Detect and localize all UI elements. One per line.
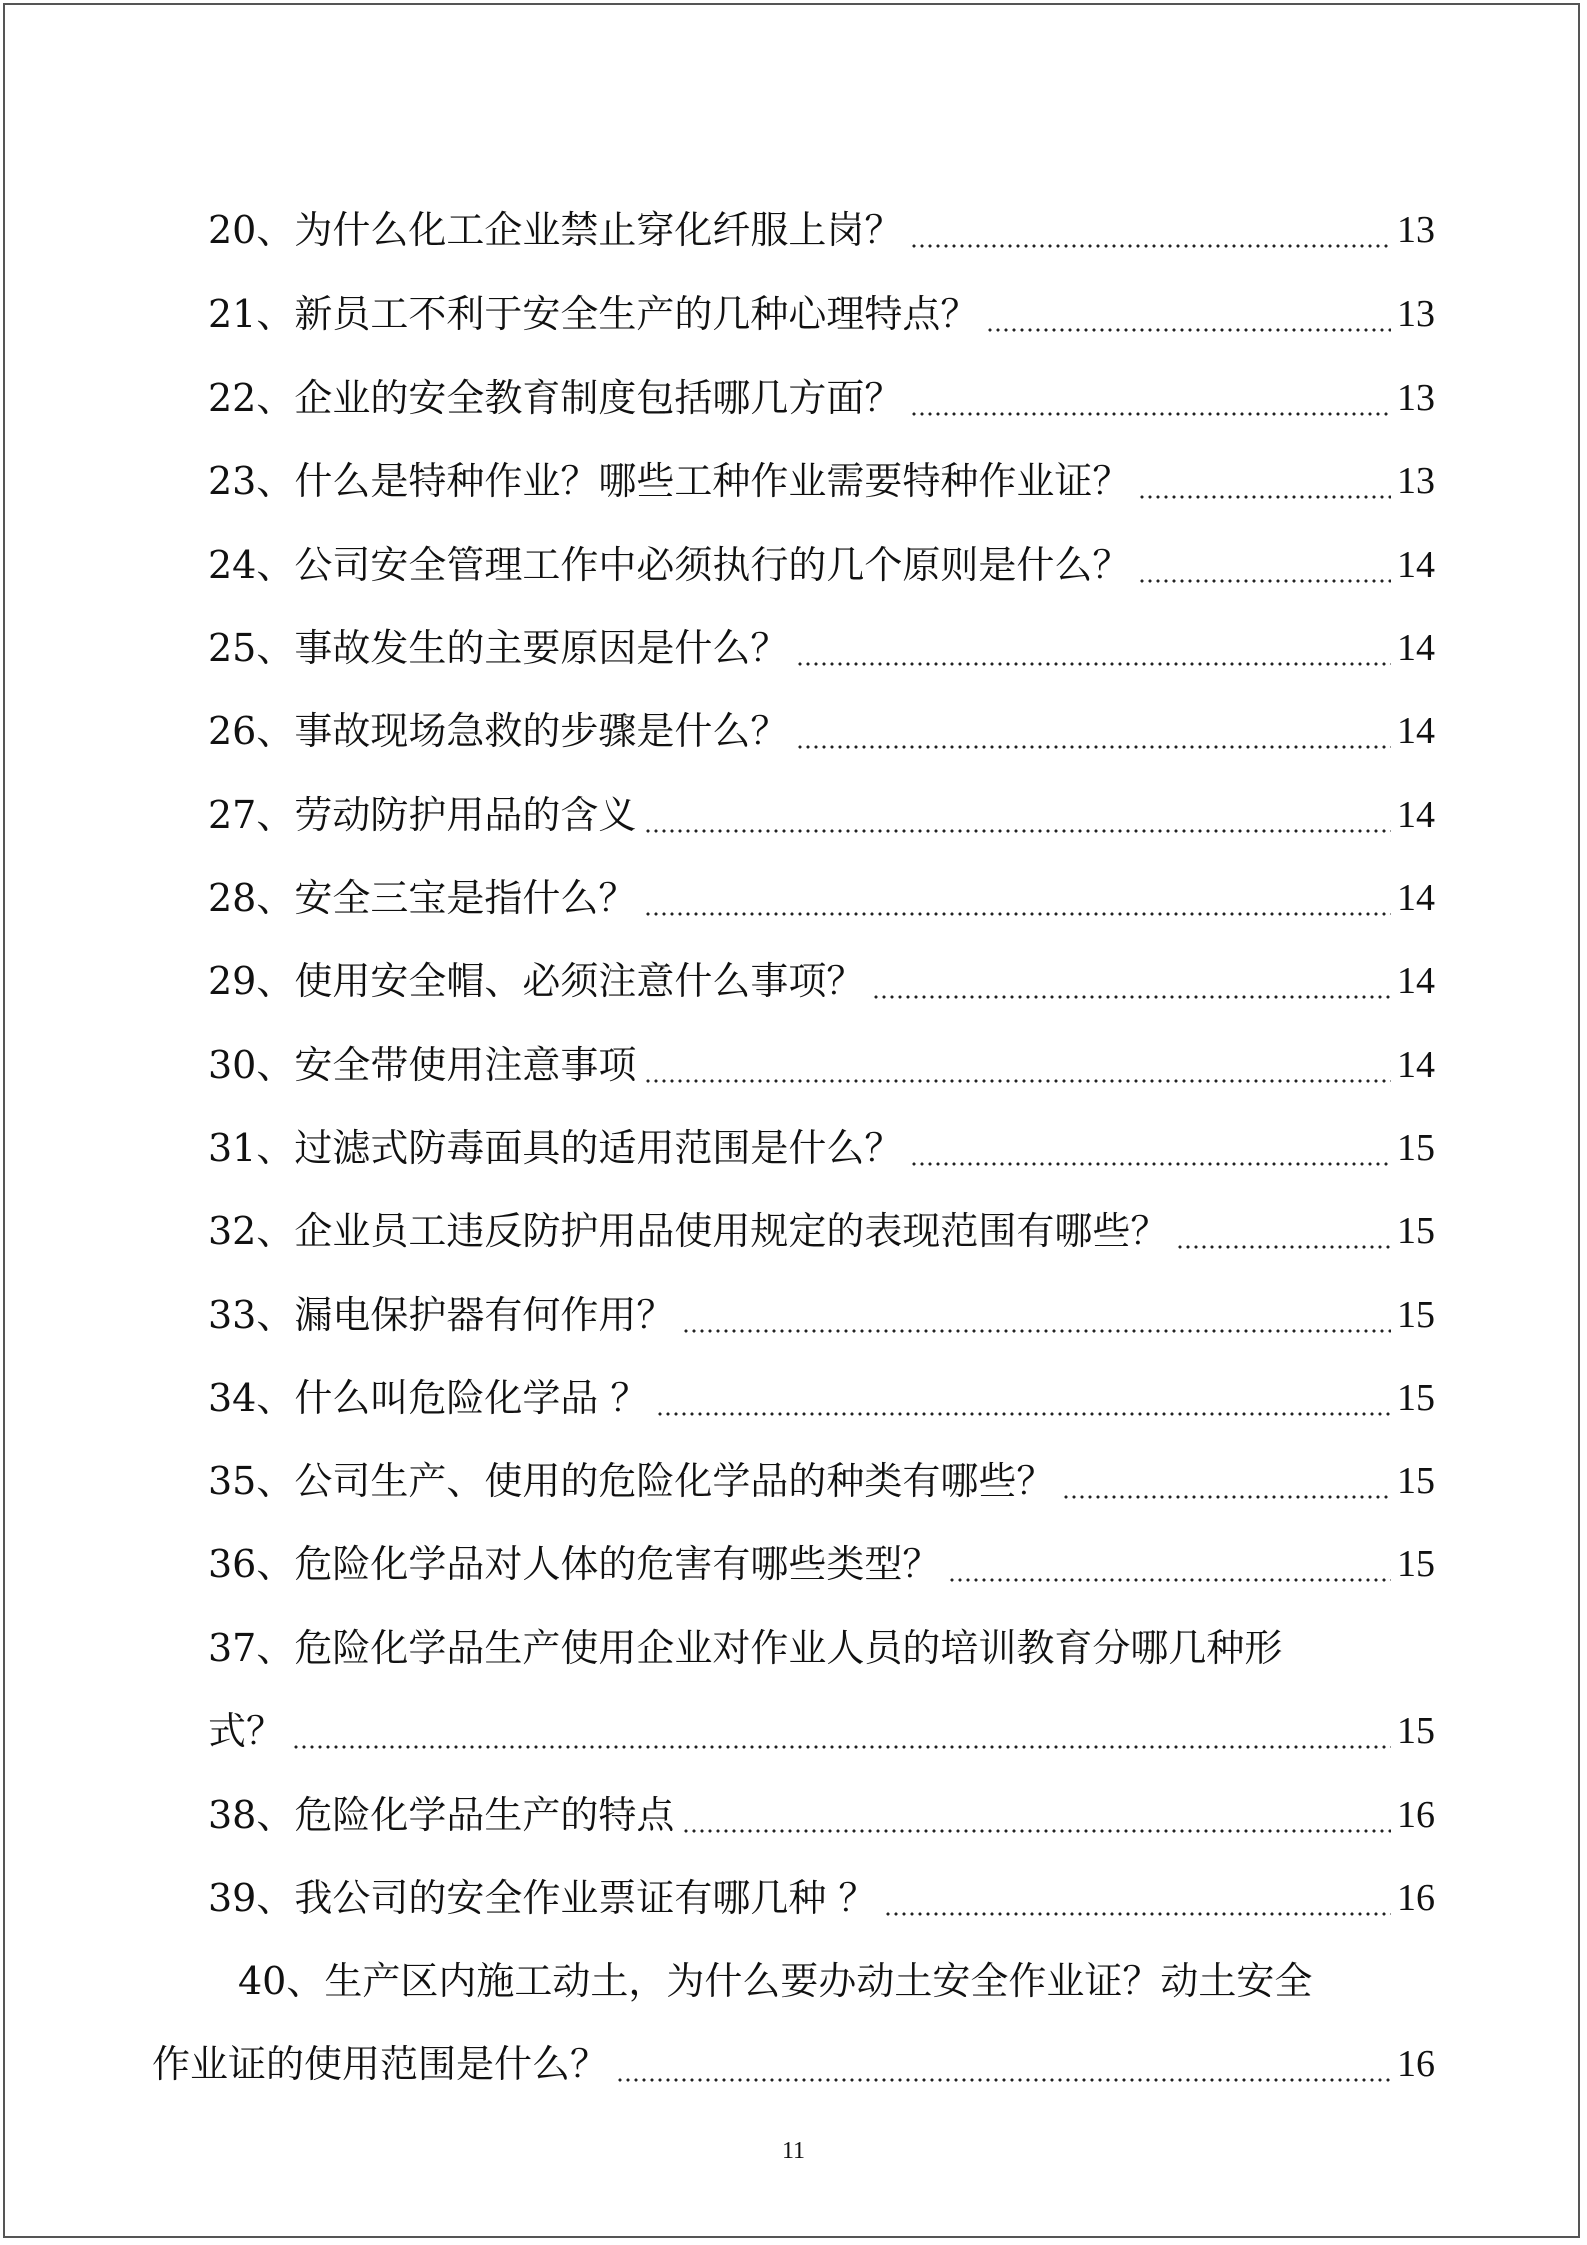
- toc-entry-37-line1[interactable]: 37、危险化学品生产使用企业对作业人员的培训教育分哪几种形: [208, 1626, 1283, 1670]
- toc-entry-30[interactable]: [208, 1037, 1435, 1093]
- toc-entry-page: 15: [1397, 1460, 1435, 1502]
- toc-entry-title: 29、使用安全帽、必须注意什么事项？: [208, 959, 865, 1003]
- toc-entry-page: 13: [1397, 293, 1435, 335]
- toc-entry-title: 38、危险化学品生产的特点: [208, 1793, 675, 1837]
- toc-entry-page: 15: [1397, 1377, 1435, 1419]
- toc-entry-title: 25、事故发生的主要原因是什么？: [208, 626, 789, 670]
- dot-leader: [910, 1120, 1391, 1176]
- dot-leader: [644, 1037, 1391, 1093]
- dot-leader: [644, 870, 1391, 926]
- footer-page-number: 11: [781, 2138, 806, 2164]
- toc-entry-40[interactable]: [152, 2036, 1435, 2092]
- toc-entry-page: 14: [1397, 627, 1435, 669]
- dot-leader: [292, 1703, 1391, 1759]
- toc-entry-20[interactable]: [208, 202, 1435, 258]
- toc-entry-title: 式？: [208, 1709, 285, 1753]
- toc-entry-title: 33、漏电保护器有何作用？: [208, 1293, 675, 1337]
- toc-entry-32[interactable]: [208, 1203, 1435, 1259]
- toc-entry-page: 13: [1397, 460, 1435, 502]
- toc-entry-23[interactable]: [208, 453, 1435, 509]
- toc-entry-31[interactable]: [208, 1120, 1435, 1176]
- dot-leader: [656, 1370, 1391, 1426]
- toc-entry-page: 16: [1397, 1877, 1435, 1919]
- toc-entry-22[interactable]: [208, 370, 1435, 426]
- toc-entry-24[interactable]: [208, 537, 1435, 593]
- dot-leader: [796, 703, 1391, 759]
- toc-entry-39[interactable]: [208, 1870, 1435, 1926]
- toc-entry-37[interactable]: [208, 1703, 1435, 1759]
- toc-entry-title: 23、什么是特种作业？哪些工种作业需要特种作业证？: [208, 459, 1131, 503]
- toc-entry-35[interactable]: [208, 1453, 1435, 1509]
- toc-entry-title: 20、为什么化工企业禁止穿化纤服上岗？: [208, 208, 903, 252]
- toc-entry-title: 39、我公司的安全作业票证有哪几种 ？: [208, 1876, 877, 1920]
- toc-entry-page: 14: [1397, 544, 1435, 586]
- toc-entry-33[interactable]: [208, 1287, 1435, 1343]
- toc-entry-page: 14: [1397, 710, 1435, 752]
- dot-leader: [986, 286, 1391, 342]
- dot-leader: [682, 1787, 1391, 1843]
- toc-entry-36[interactable]: [208, 1536, 1435, 1592]
- dot-leader: [1176, 1203, 1391, 1259]
- dot-leader: [616, 2036, 1391, 2092]
- toc-entry-title: 36、危险化学品对人体的危害有哪些类型？: [208, 1542, 941, 1586]
- toc-entry-40-line1[interactable]: 40、生产区内施工动土，为什么要办动土安全作业证？动土安全: [238, 1959, 1313, 2003]
- toc-entry-title: 30、安全带使用注意事项: [208, 1043, 637, 1087]
- toc-entry-page: 14: [1397, 877, 1435, 919]
- toc-entry-38[interactable]: [208, 1787, 1435, 1843]
- toc-entry-page: 14: [1397, 960, 1435, 1002]
- toc-entry-27[interactable]: [208, 787, 1435, 843]
- toc-entry-21[interactable]: [208, 286, 1435, 342]
- toc-entry-title: 作业证的使用范围是什么？: [152, 2042, 609, 2086]
- toc-entry-34[interactable]: [208, 1370, 1435, 1426]
- toc-entry-title: 28、安全三宝是指什么？: [208, 876, 637, 920]
- dot-leader: [644, 787, 1391, 843]
- toc-entry-title: 32、企业员工违反防护用品使用规定的表现范围有哪些？: [208, 1209, 1169, 1253]
- toc-entry-page: 16: [1397, 2043, 1435, 2085]
- dot-leader: [1062, 1453, 1391, 1509]
- toc-entry-title: 26、事故现场急救的步骤是什么？: [208, 709, 789, 753]
- toc-entry-29[interactable]: [208, 953, 1435, 1009]
- toc-entry-26[interactable]: [208, 703, 1435, 759]
- toc-entry-title: 34、什么叫危险化学品 ？: [208, 1376, 649, 1420]
- toc-entry-title: 24、公司安全管理工作中必须执行的几个原则是什么？: [208, 543, 1131, 587]
- toc-entry-page: 15: [1397, 1710, 1435, 1752]
- toc-entry-page: 14: [1397, 794, 1435, 836]
- toc-entry-25[interactable]: [208, 620, 1435, 676]
- dot-leader: [1138, 537, 1391, 593]
- toc-entry-page: 15: [1397, 1543, 1435, 1585]
- toc-entry-page: 15: [1397, 1127, 1435, 1169]
- toc-entry-title: 22、企业的安全教育制度包括哪几方面？: [208, 376, 903, 420]
- dot-leader: [682, 1287, 1391, 1343]
- dot-leader: [796, 620, 1391, 676]
- toc-entry-page: 13: [1397, 209, 1435, 251]
- toc-entry-title: 35、公司生产、使用的危险化学品的种类有哪些？: [208, 1459, 1055, 1503]
- dot-leader: [872, 953, 1391, 1009]
- toc-entry-page: 16: [1397, 1794, 1435, 1836]
- toc-entry-page: 15: [1397, 1294, 1435, 1336]
- dot-leader: [1138, 453, 1391, 509]
- dot-leader: [948, 1536, 1391, 1592]
- toc-entry-page: 13: [1397, 377, 1435, 419]
- dot-leader: [910, 370, 1391, 426]
- toc-entry-28[interactable]: [208, 870, 1435, 926]
- toc-entry-title: 21、新员工不利于安全生产的几种心理特点？: [208, 292, 979, 336]
- toc-entry-page: 14: [1397, 1044, 1435, 1086]
- toc-entry-page: 15: [1397, 1210, 1435, 1252]
- toc-entry-title: 27、劳动防护用品的含义: [208, 793, 637, 837]
- dot-leader: [910, 202, 1391, 258]
- dot-leader: [884, 1870, 1391, 1926]
- toc-entry-title: 31、过滤式防毒面具的适用范围是什么？: [208, 1126, 903, 1170]
